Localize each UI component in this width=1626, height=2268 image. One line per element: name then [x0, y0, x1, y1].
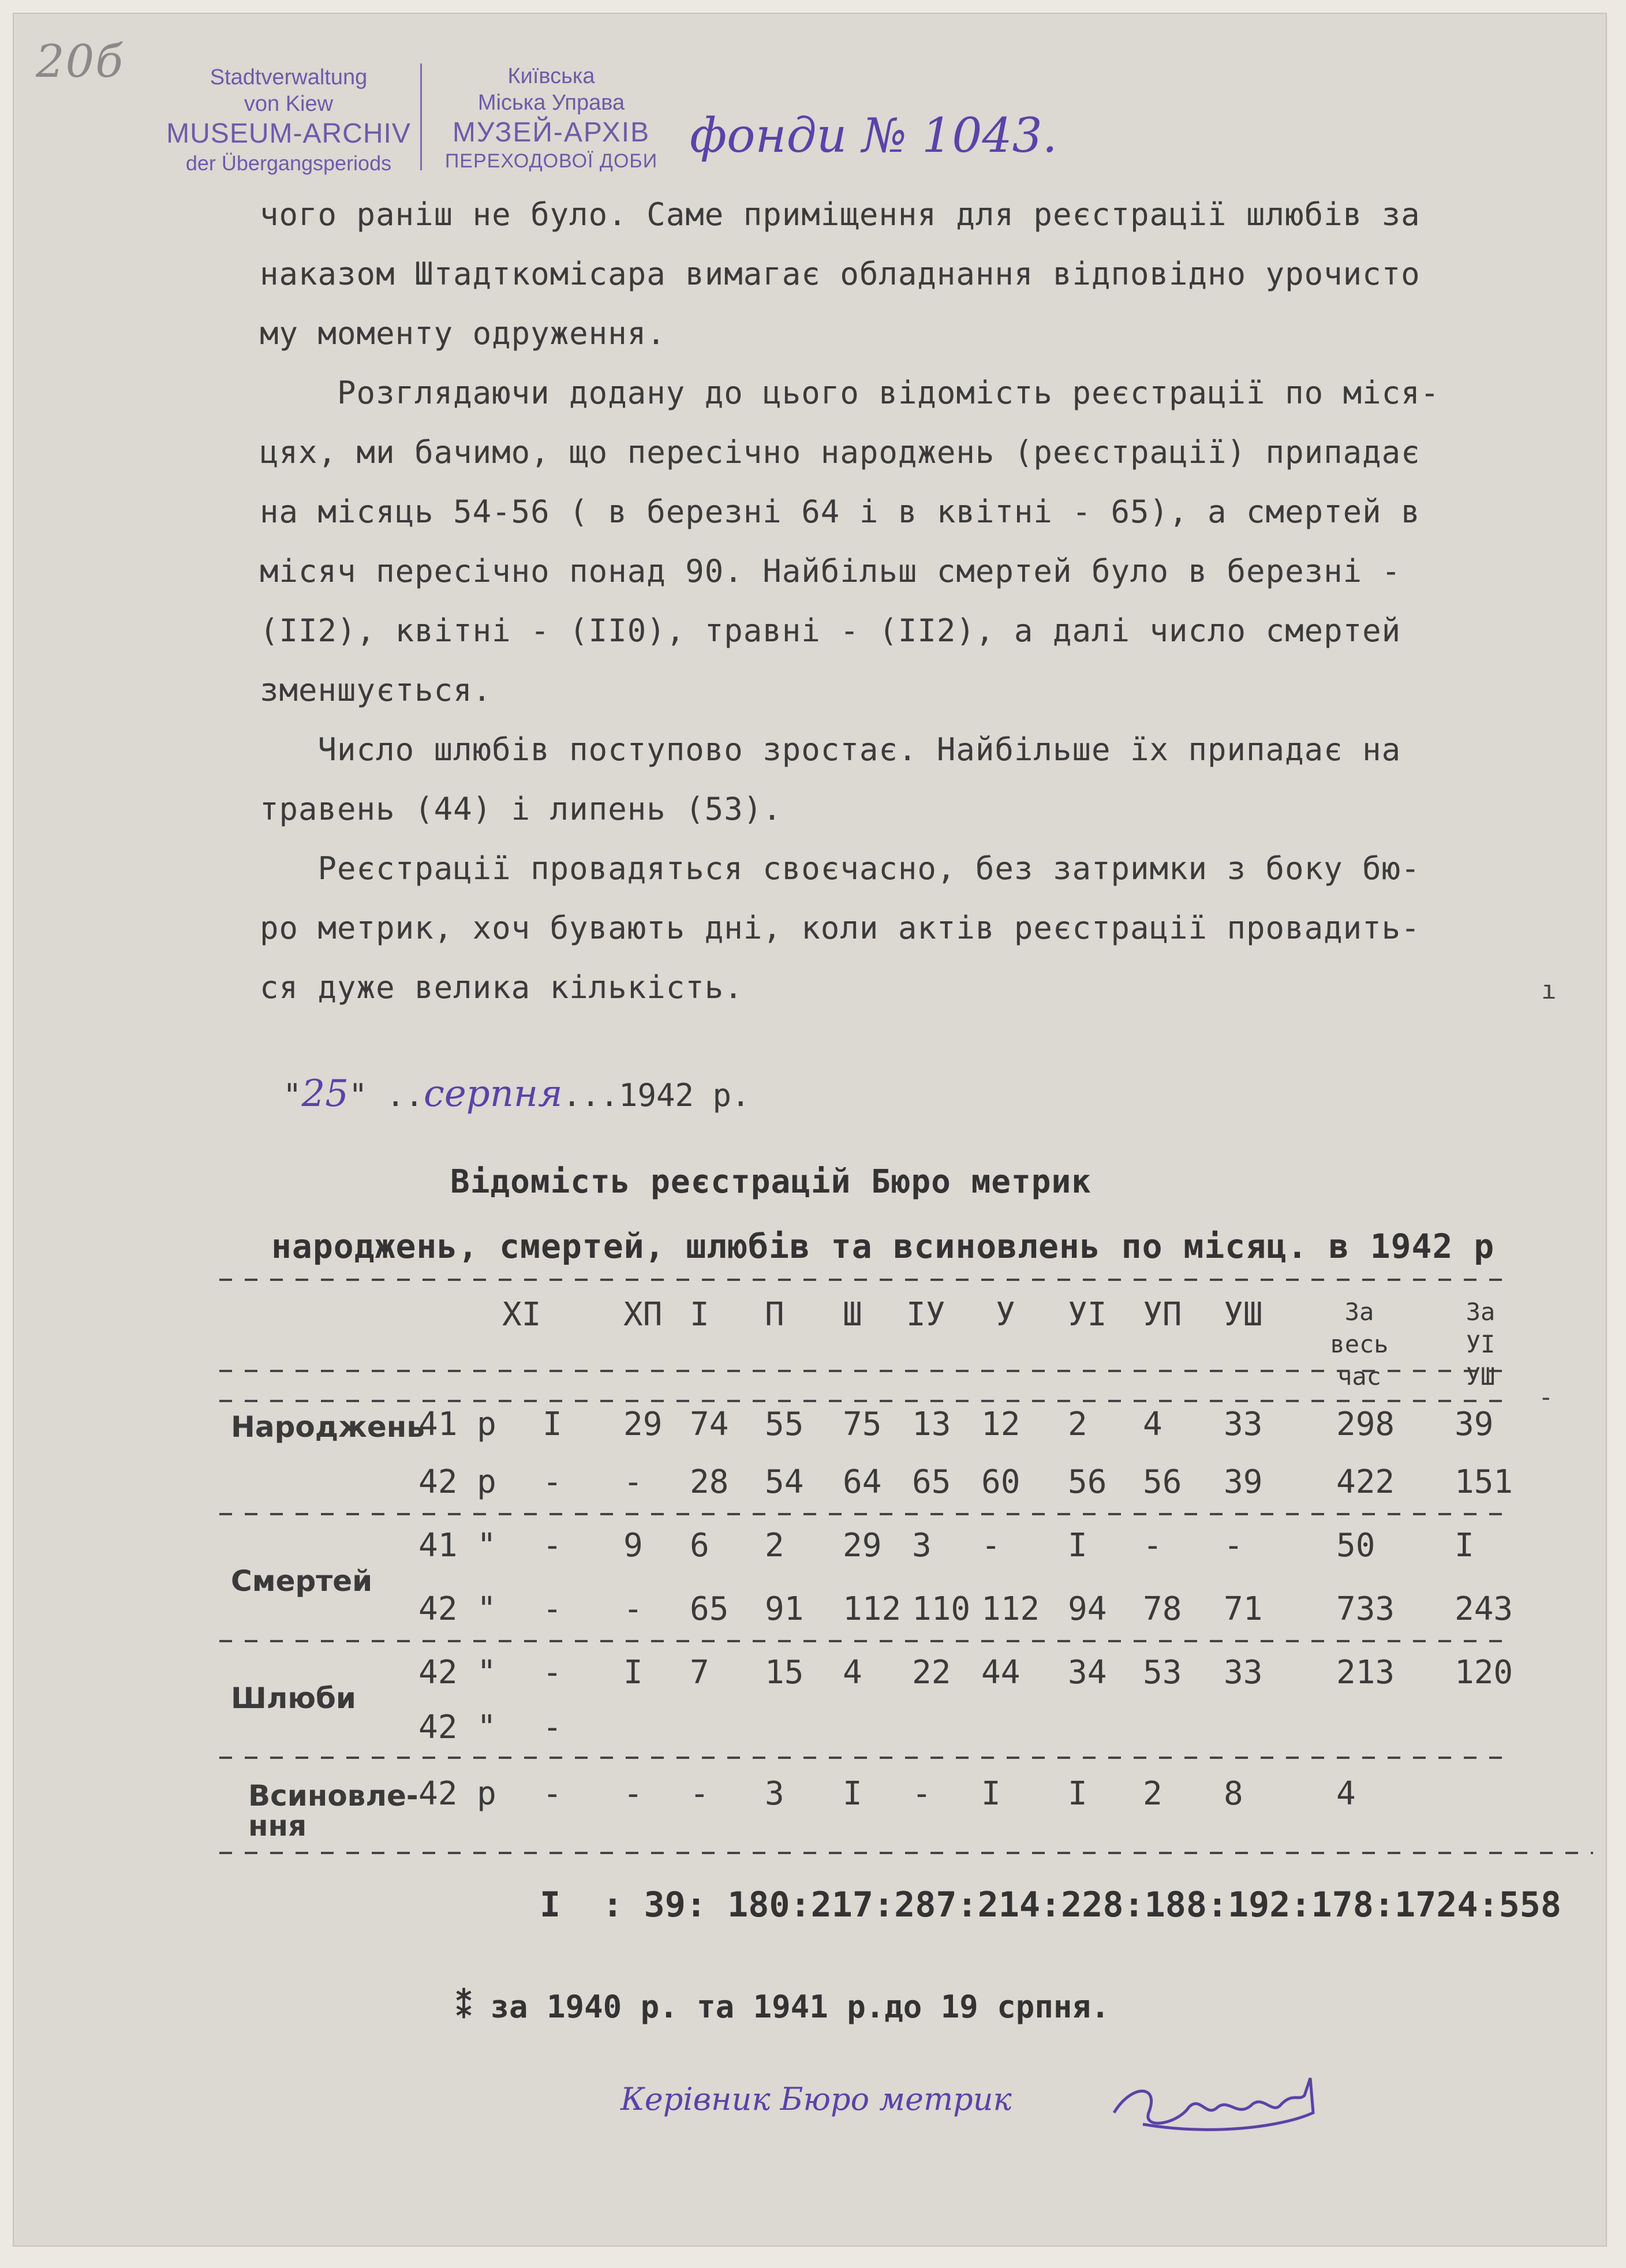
- table-cell: 39: [1455, 1406, 1494, 1443]
- stamp-de-line: der Übergangsperiods: [185, 151, 392, 175]
- museum-stamp-ukrainian: [424, 63, 678, 173]
- table-cell: 15: [765, 1654, 804, 1691]
- header-month: I: [690, 1296, 709, 1333]
- row-label-marriages: Шлюби: [231, 1682, 356, 1715]
- table-cell: 2: [1143, 1775, 1163, 1813]
- table-cell: 733: [1336, 1590, 1395, 1628]
- archive-page-number: 20б: [36, 36, 124, 88]
- stamp-de-line: MUSEUM-ARCHIV: [166, 118, 411, 150]
- table-cell: -: [623, 1590, 643, 1628]
- table-cell: 65: [690, 1590, 729, 1628]
- table-cell: -: [543, 1463, 562, 1501]
- margin-mark: ı: [1541, 976, 1557, 1005]
- body-line: місяч пересічно понад 90. Найбільш смертей було в березні -: [260, 553, 1401, 589]
- table-cell: 50: [1336, 1527, 1375, 1564]
- table-cell: 4: [1336, 1775, 1356, 1813]
- header-month: УП: [1143, 1296, 1182, 1333]
- table-cell: 71: [1224, 1590, 1263, 1628]
- table-cell: -: [623, 1463, 643, 1501]
- header-total-all: За весь час: [1330, 1298, 1389, 1391]
- table-cell: 12: [981, 1406, 1021, 1443]
- table-cell: 60: [981, 1463, 1021, 1501]
- registration-table: [219, 1273, 1593, 1896]
- row-label-adoptions: Всиновле-ння: [248, 1779, 418, 1843]
- table-cell: 75: [843, 1406, 882, 1443]
- body-line: наказом Штадткомісара вимагає обладнання відповідно урочисто: [260, 256, 1421, 292]
- table-cell: I: [623, 1654, 643, 1691]
- stamp-ua-line: Міська Управа: [477, 90, 625, 115]
- table-cell: 65: [912, 1463, 951, 1501]
- table-cell: 33: [1224, 1406, 1263, 1443]
- body-text: [260, 185, 1535, 1017]
- row-label-births: Народжень: [231, 1410, 425, 1444]
- table-cell: I: [843, 1775, 862, 1813]
- table-cell: 28: [690, 1463, 729, 1501]
- date-day: 25: [301, 1073, 349, 1115]
- table-cell: 33: [1224, 1654, 1263, 1691]
- table-cell: 2: [1068, 1406, 1087, 1443]
- fond-number-handwritten: фонди № 1043.: [690, 109, 1057, 163]
- table-cell: 56: [1143, 1463, 1182, 1501]
- stamp-de-line: von Kiew: [244, 91, 334, 116]
- table-cell: 120: [1455, 1654, 1513, 1691]
- body-line: чого раніш не було. Саме приміщення для реєстрації шлюбів за: [260, 196, 1421, 233]
- table-cell: 6: [690, 1527, 709, 1564]
- table-cell: 91: [765, 1590, 804, 1628]
- table-cell: 213: [1336, 1654, 1395, 1691]
- table-cell: -: [690, 1775, 709, 1813]
- date-year: 1942 р.: [618, 1077, 750, 1114]
- table-cell: 8: [1224, 1775, 1243, 1813]
- body-line: Розглядаючи додану до цього відомість реєстрації по міся-: [260, 375, 1440, 411]
- header-month: Ш: [843, 1296, 862, 1333]
- header-month: УШ: [1224, 1296, 1263, 1333]
- table-cell: -: [543, 1590, 562, 1628]
- table-cell: 298: [1336, 1406, 1395, 1443]
- header-month: УI: [1068, 1296, 1107, 1333]
- body-line: травень (44) і липень (53).: [260, 791, 782, 827]
- row-year: 41 р: [418, 1406, 496, 1443]
- margin-mark: -: [1538, 1383, 1554, 1412]
- table-cell: -: [543, 1654, 562, 1691]
- signature-caption: Керівник Бюро метрик: [621, 2081, 1012, 2117]
- date-month: серпня: [424, 1073, 563, 1115]
- table-cell: -: [623, 1775, 643, 1813]
- table-cell: 22: [912, 1654, 951, 1691]
- table-title-line2: народжень, смертей, шлюбів та всиновлень по місяц. в 1942 р: [271, 1227, 1495, 1266]
- body-line: (II2), квітні - (II0), травні - (II2), а далі число смертей: [260, 612, 1401, 649]
- table-cell: 151: [1455, 1463, 1513, 1501]
- table-cell: 3: [765, 1775, 784, 1813]
- header-month: ХI: [502, 1296, 541, 1333]
- table-cell: 94: [1068, 1590, 1107, 1628]
- header-month: П: [765, 1296, 784, 1333]
- row-year: 42 ": [418, 1590, 496, 1628]
- footnote: ⁑ за 1940 р. та 1941 р.до 19 српня.: [456, 1989, 1110, 2025]
- row-year: 42 ": [418, 1654, 496, 1691]
- table-cell: 4: [1143, 1406, 1163, 1443]
- header-month: IУ: [906, 1296, 945, 1333]
- stamp-de-line: Stadtverwaltung: [210, 65, 368, 89]
- body-line: ро метрик, хоч бувають дні, коли актів реєстрації провадить-: [260, 910, 1421, 946]
- table-cell: 64: [843, 1463, 882, 1501]
- header-month: ХП: [623, 1296, 663, 1333]
- table-cell: I: [543, 1406, 562, 1443]
- table-cell: 29: [623, 1406, 663, 1443]
- row-label-deaths: Смертей: [231, 1564, 373, 1598]
- table-cell: -: [912, 1775, 932, 1813]
- body-line: му моменту одруження.: [260, 315, 666, 352]
- table-cell: 4: [843, 1654, 862, 1691]
- table-cell: -: [1224, 1527, 1243, 1564]
- table-cell: -: [1143, 1527, 1163, 1564]
- body-line: зменшується.: [260, 672, 492, 708]
- row-year: 42 ": [418, 1709, 496, 1746]
- table-cell: 243: [1455, 1590, 1513, 1628]
- table-cell: I: [981, 1775, 1001, 1813]
- header-month: У: [996, 1296, 1015, 1333]
- museum-stamp-german: [156, 65, 421, 175]
- table-cell: I: [1068, 1775, 1087, 1813]
- header-total-period: За УI УШ: [1466, 1298, 1496, 1391]
- table-cell: -: [543, 1709, 562, 1746]
- handwritten-signature-graphic: [1108, 2072, 1328, 2142]
- table-cell: 422: [1336, 1463, 1395, 1501]
- table-cell: 29: [843, 1527, 882, 1564]
- document-date: "25" ..серпня...1942 р.: [283, 1073, 750, 1115]
- table-cell: 54: [765, 1463, 804, 1501]
- table-cell: 13: [912, 1406, 951, 1443]
- row-year: 42 р: [418, 1463, 496, 1501]
- table-cell: -: [543, 1775, 562, 1813]
- table-cell: I: [1455, 1527, 1474, 1564]
- table-cell: 2: [765, 1527, 784, 1564]
- table-cell: 112: [981, 1590, 1040, 1628]
- stamp-ua-line: МУЗЕЙ-АРХІВ: [452, 117, 651, 148]
- table-cell: -: [981, 1527, 1001, 1564]
- stamp-divider: [420, 63, 422, 170]
- body-line: на місяць 54-56 ( в березні 64 і в квітні - 65), а смертей в: [260, 494, 1421, 530]
- totals-row: I : 39: 180:217:287:214:228:188:192:178:1724:558: [540, 1885, 1562, 1925]
- table-cell: 56: [1068, 1463, 1107, 1501]
- table-cell: 110: [912, 1590, 971, 1628]
- body-line: Число шлюбів поступово зростає. Найбільше їх припадає на: [260, 731, 1401, 768]
- body-line: цях, ми бачимо, що пересічно народжень (реєстрації) припадає: [260, 434, 1421, 470]
- table-cell: I: [1068, 1527, 1087, 1564]
- stamp-ua-line: Київська: [507, 64, 595, 88]
- table-cell: 39: [1224, 1463, 1263, 1501]
- body-line: ся дуже велика кількість.: [260, 969, 743, 1006]
- table-cell: 3: [912, 1527, 932, 1564]
- table-cell: 112: [843, 1590, 902, 1628]
- table-cell: 78: [1143, 1590, 1182, 1628]
- stamp-ua-line: ПЕРЕХОДОВОЇ ДОБИ: [444, 150, 658, 172]
- table-cell: 44: [981, 1654, 1021, 1691]
- table-cell: 55: [765, 1406, 804, 1443]
- body-line: Реєстрації провадяться своєчасно, без затримки з боку бю-: [260, 850, 1421, 887]
- table-cell: 7: [690, 1654, 709, 1691]
- table-cell: 74: [690, 1406, 729, 1443]
- table-cell: 9: [623, 1527, 643, 1564]
- row-year: 42 р: [418, 1775, 496, 1813]
- table-cell: 34: [1068, 1654, 1107, 1691]
- table-cell: -: [543, 1527, 562, 1564]
- table-cell: 53: [1143, 1654, 1182, 1691]
- table-title-line1: Відомість реєстрацій Бюро метрик: [450, 1163, 1092, 1201]
- row-year: 41 ": [418, 1527, 496, 1564]
